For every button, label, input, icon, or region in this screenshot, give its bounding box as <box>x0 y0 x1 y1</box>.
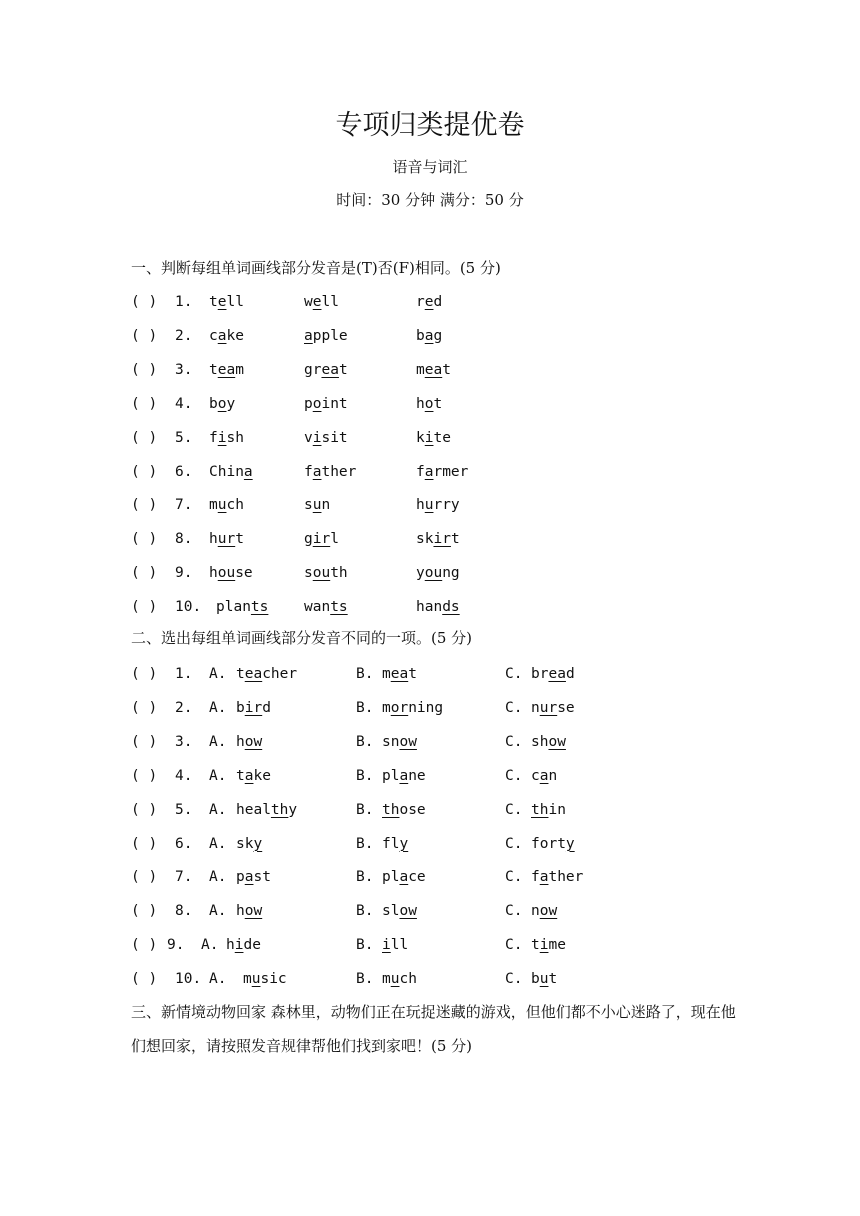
underlined-letters: i <box>539 937 549 954</box>
answer-bracket[interactable]: ( ) <box>131 801 158 818</box>
underlined-letters: th <box>531 801 549 818</box>
underlined-letters: o <box>424 395 434 412</box>
question-row <box>131 865 751 889</box>
word-2: sun <box>304 497 331 514</box>
option-word: those <box>382 801 426 818</box>
underlined-letters: ow <box>548 733 566 750</box>
option-letter: C. <box>505 666 523 682</box>
underlined-letters: ir <box>312 531 331 548</box>
underlined-letters: a <box>304 327 313 344</box>
word-1: much <box>209 497 244 514</box>
underlined-letters: u <box>539 971 549 988</box>
option-letter: A. <box>209 869 227 886</box>
word-3: young <box>416 565 460 582</box>
answer-bracket[interactable]: ( ) <box>131 699 158 716</box>
question-row <box>131 426 751 450</box>
word-3: farmer <box>416 463 469 480</box>
option-letter: C. <box>505 869 523 886</box>
question-row <box>131 324 751 348</box>
underlined-letters: e <box>217 294 227 310</box>
underlined-letters: a <box>424 327 434 344</box>
underlined-letters: o <box>312 395 322 412</box>
question-number: 4. <box>175 767 193 784</box>
word-2: girl <box>304 531 339 548</box>
underlined-letters: th <box>382 801 400 818</box>
question-row <box>131 696 751 720</box>
option-word: teacher <box>236 666 298 682</box>
option-letter: A. <box>209 666 227 682</box>
question-number: 8. <box>175 531 193 548</box>
underlined-letters: ir <box>244 699 263 716</box>
underlined-letters: a <box>243 463 253 480</box>
word-2: father <box>304 463 357 480</box>
option-letter: C. <box>505 903 523 920</box>
answer-bracket[interactable]: ( ) <box>131 565 158 582</box>
question-row <box>131 561 751 585</box>
answer-bracket[interactable]: ( ) <box>131 835 158 852</box>
option-word: now <box>531 903 558 920</box>
option-letter: B. <box>356 869 374 886</box>
underlined-letters: y <box>253 835 263 852</box>
underlined-letters: a <box>244 767 254 784</box>
section1-heading: 一、判断每组单词画线部分发音是(T)否(F)相同。(5 分) <box>131 259 501 277</box>
question-row <box>131 392 751 416</box>
underlined-letters: ow <box>244 903 263 920</box>
word-3: hands <box>416 599 460 616</box>
question-row <box>131 967 751 991</box>
answer-bracket[interactable]: ( ) <box>131 463 158 480</box>
underlined-letters: ow <box>244 733 263 750</box>
underlined-letters: a <box>399 869 409 886</box>
option-letter: C. <box>505 767 523 784</box>
underlined-letters: a <box>312 463 322 480</box>
question-row <box>131 899 751 923</box>
question-row <box>131 764 751 788</box>
question-number: 9. <box>167 937 185 954</box>
option-letter: B. <box>356 767 374 784</box>
answer-bracket[interactable]: ( ) <box>131 937 158 954</box>
question-number: 6. <box>175 463 193 480</box>
answer-bracket[interactable]: ( ) <box>131 767 158 784</box>
question-number: 1. <box>175 666 193 682</box>
answer-bracket[interactable]: ( ) <box>131 971 158 988</box>
option-word: hide <box>226 937 261 954</box>
option-letter: C. <box>505 835 523 852</box>
option-word: place <box>382 869 426 886</box>
underlined-letters: ts <box>250 599 269 616</box>
option-letter: C. <box>505 699 523 716</box>
option-word: music <box>243 971 287 988</box>
underlined-letters: ea <box>244 666 263 682</box>
underlined-letters: y <box>399 835 409 852</box>
question-row <box>131 527 751 551</box>
underlined-letters: i <box>234 937 244 954</box>
question-number: 8. <box>175 903 193 920</box>
question-number: 5. <box>175 801 193 818</box>
question-number: 1. <box>175 294 193 310</box>
underlined-letters: ts <box>330 599 348 616</box>
underlined-letters: u <box>312 497 322 514</box>
option-word: nurse <box>531 699 575 716</box>
question-row <box>131 460 751 484</box>
underlined-letters: e <box>424 294 434 310</box>
option-word: slow <box>382 903 417 920</box>
underlined-letters: ea <box>390 666 409 682</box>
option-word: past <box>236 869 271 886</box>
option-word: ill <box>382 937 409 954</box>
question-row <box>131 358 751 382</box>
question-row <box>131 595 751 619</box>
word-3: meat <box>416 361 451 378</box>
question-number: 4. <box>175 395 193 412</box>
word-3: kite <box>416 429 451 446</box>
underlined-letters: ur <box>217 531 236 548</box>
word-3: hot <box>416 395 443 412</box>
word-3: bag <box>416 327 443 344</box>
option-word: morning <box>382 699 444 716</box>
option-word: time <box>531 937 566 954</box>
word-2: wants <box>304 599 348 616</box>
option-letter: B. <box>356 971 374 988</box>
word-1: boy <box>209 395 236 412</box>
word-1: fish <box>209 429 244 446</box>
question-row <box>131 662 751 686</box>
underlined-letters: a <box>539 767 549 784</box>
answer-bracket[interactable]: ( ) <box>131 531 158 548</box>
option-word: how <box>236 903 263 920</box>
underlined-letters: y <box>565 835 575 852</box>
question-row <box>131 832 751 856</box>
question-number: 9. <box>175 565 193 582</box>
option-word: much <box>382 971 417 988</box>
question-number: 6. <box>175 835 193 852</box>
answer-bracket[interactable]: ( ) <box>131 361 158 378</box>
option-letter: B. <box>356 903 374 920</box>
question-number: 10. <box>175 599 202 616</box>
answer-bracket[interactable]: ( ) <box>131 733 158 750</box>
word-1: China <box>209 463 253 480</box>
question-number: 3. <box>175 733 193 750</box>
option-word: forty <box>531 835 575 852</box>
underlined-letters: u <box>217 497 227 514</box>
underlined-letters: i <box>217 429 227 446</box>
underlined-letters: u <box>390 971 400 988</box>
question-number: 5. <box>175 429 193 446</box>
underlined-letters: i <box>312 429 322 446</box>
option-letter: A. <box>201 937 219 954</box>
underlined-letters: ur <box>539 699 558 716</box>
underlined-letters: ou <box>424 565 443 582</box>
option-word: but <box>531 971 558 988</box>
word-1: hurt <box>209 531 244 548</box>
option-word: fly <box>382 835 409 852</box>
word-3: skirt <box>416 531 460 548</box>
option-letter: A. <box>209 971 227 988</box>
section3-instructions: 三、新情境动物回家 森林里，动物们正在玩捉迷藏的游戏，但他们都不小心迷路了，现在他们想回家，请按照发音规律帮他们找到家吧！(5 分) <box>131 1003 736 1055</box>
answer-bracket[interactable]: ( ) <box>131 599 158 616</box>
word-1: team <box>209 361 244 378</box>
word-1: plants <box>216 599 269 616</box>
option-letter: A. <box>209 699 227 716</box>
underlined-letters: ou <box>217 565 236 582</box>
word-2: visit <box>304 429 348 446</box>
underlined-letters: ea <box>424 361 443 378</box>
option-letter: C. <box>505 971 523 988</box>
option-word: how <box>236 733 263 750</box>
option-letter: A. <box>209 733 227 750</box>
question-row <box>131 493 751 517</box>
answer-bracket[interactable]: ( ) <box>131 395 158 412</box>
question-row <box>131 798 751 822</box>
option-letter: C. <box>505 801 523 818</box>
option-word: take <box>236 767 271 784</box>
option-letter: B. <box>356 699 374 716</box>
option-word: father <box>531 869 584 886</box>
underlined-letters: u <box>424 497 434 514</box>
option-letter: B. <box>356 801 374 818</box>
time-and-score: 时间：30 分钟 满分：50 分 <box>336 191 524 209</box>
underlined-letters: i <box>382 937 391 954</box>
option-word: can <box>531 767 558 784</box>
underlined-letters: i <box>424 429 434 446</box>
answer-bracket[interactable]: ( ) <box>131 327 158 344</box>
underlined-letters: a <box>424 463 434 480</box>
underlined-letters: or <box>390 699 409 716</box>
underlined-letters: a <box>539 869 549 886</box>
word-2: apple <box>304 327 348 344</box>
underlined-letters: ow <box>399 903 417 920</box>
answer-bracket[interactable]: ( ) <box>131 294 158 310</box>
option-word: sky <box>236 835 263 852</box>
question-row <box>131 933 751 957</box>
question-number: 2. <box>175 699 193 716</box>
question-number: 2. <box>175 327 193 344</box>
word-2: south <box>304 565 348 582</box>
option-letter: B. <box>356 835 374 852</box>
answer-bracket[interactable]: ( ) <box>131 869 158 886</box>
option-letter: A. <box>209 767 227 784</box>
underlined-letters: u <box>251 971 261 988</box>
question-row <box>131 290 751 314</box>
question-number: 7. <box>175 497 193 514</box>
word-1: house <box>209 565 253 582</box>
option-letter: A. <box>209 801 227 818</box>
underlined-letters: a <box>244 869 254 886</box>
underlined-letters: ea <box>321 361 339 378</box>
underlined-letters: ea <box>548 666 566 682</box>
answer-bracket[interactable]: ( ) <box>131 903 158 920</box>
question-number: 3. <box>175 361 193 378</box>
word-2: great <box>304 361 348 378</box>
underlined-letters: a <box>217 327 227 344</box>
word-2: point <box>304 395 348 412</box>
underlined-letters: ea <box>217 361 236 378</box>
option-word: healthy <box>236 801 298 818</box>
underlined-letters: ou <box>312 565 331 582</box>
option-letter: A. <box>209 835 227 852</box>
option-word: meat <box>382 666 417 682</box>
question-row <box>131 730 751 754</box>
word-3: hurry <box>416 497 460 514</box>
option-letter: B. <box>356 733 374 750</box>
word-2: well <box>304 294 339 310</box>
underlined-letters: ds <box>442 599 460 616</box>
underlined-letters: a <box>399 767 409 784</box>
question-number: 7. <box>175 869 193 886</box>
option-word: thin <box>531 801 566 818</box>
option-letter: B. <box>356 937 374 954</box>
option-word: bread <box>531 666 575 682</box>
underlined-letters: ow <box>399 733 417 750</box>
question-number: 10. <box>175 971 202 988</box>
underlined-letters: e <box>312 294 322 310</box>
option-letter: C. <box>505 733 523 750</box>
option-word: snow <box>382 733 417 750</box>
option-letter: B. <box>356 666 374 682</box>
section2-heading: 二、选出每组单词画线部分发音不同的一项。(5 分) <box>131 629 473 647</box>
underlined-letters: ir <box>433 531 451 548</box>
word-1: tell <box>209 294 244 310</box>
option-word: bird <box>236 699 271 716</box>
option-word: plane <box>382 767 426 784</box>
option-word: show <box>531 733 566 750</box>
underlined-letters: ow <box>539 903 558 920</box>
answer-bracket[interactable]: ( ) <box>131 497 158 514</box>
word-1: cake <box>209 327 244 344</box>
answer-bracket[interactable]: ( ) <box>131 429 158 446</box>
page-title: 专项归类提优卷 <box>335 110 525 141</box>
page-subtitle: 语音与词汇 <box>392 158 468 176</box>
option-letter: A. <box>209 903 227 920</box>
underlined-letters: th <box>270 801 289 818</box>
underlined-letters: o <box>217 395 227 412</box>
option-letter: C. <box>505 937 523 954</box>
word-3: red <box>416 294 443 310</box>
answer-bracket[interactable]: ( ) <box>131 666 158 682</box>
